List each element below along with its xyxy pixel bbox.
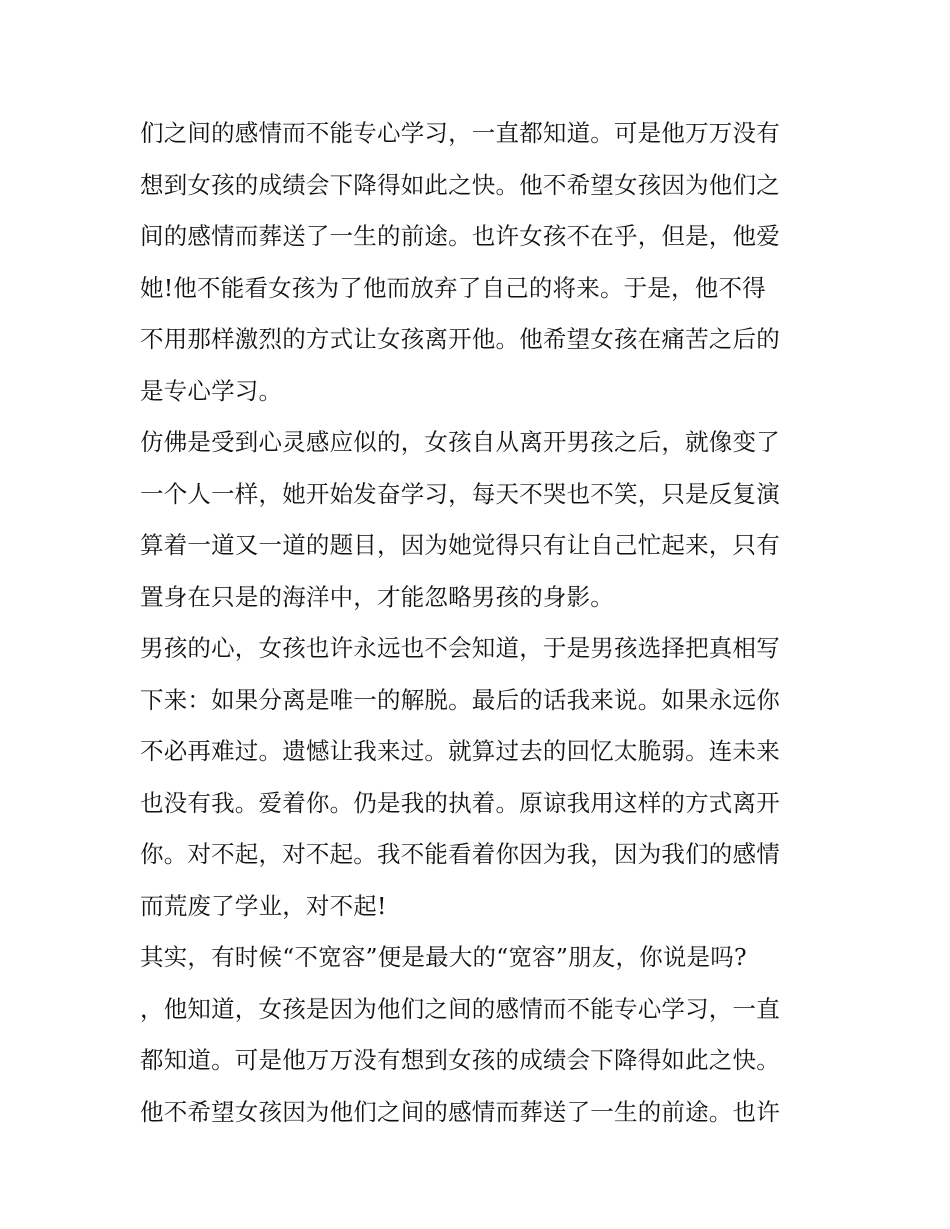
text-line: 都知道。可是他万万没有想到女孩的成绩会下降得如此之快。 (140, 1046, 780, 1074)
text-line: 算着一道又一道的题目，因为她觉得只有让自己忙起来，只有 (140, 531, 780, 559)
text-line: 不用那样激烈的方式让女孩离开他。他希望女孩在痛苦之后的 (140, 325, 780, 353)
text-line: 置身在只是的海洋中，才能忽略男孩的身影。 (140, 582, 614, 611)
text-line: 其实，有时候“不宽容”便是最大的“宽容”朋友，你说是吗? (140, 943, 747, 971)
text-line: 你。对不起，对不起。我不能看着你因为我，因为我们的感情 (140, 840, 780, 868)
text-line: 间的感情而葬送了一生的前途。也许女孩不在乎，但是，他爱 (140, 222, 780, 250)
text-line: 下来：如果分离是唯一的解脱。最后的话我来说。如果永远你 (140, 685, 780, 714)
text-line: 们之间的感情而不能专心学习，一直都知道。可是他万万没有 (140, 119, 780, 147)
text-line: 是专心学习。 (140, 376, 283, 405)
text-line: 她!他不能看女孩为了他而放弃了自己的将来。于是，他不得 (140, 273, 766, 302)
text-line: 一个人一样，她开始发奋学习，每天不哭也不笑，只是反复演 (140, 479, 780, 508)
text-line: 仿佛是受到心灵感应似的，女孩自从离开男孩之后，就像变了 (140, 428, 780, 456)
text-line: 想到女孩的成绩会下降得如此之快。他不希望女孩因为他们之 (140, 170, 780, 199)
text-line: ，他知道，女孩是因为他们之间的感情而不能专心学习，一直 (140, 994, 780, 1023)
text-line: 男孩的心，女孩也许永远也不会知道，于是男孩选择把真相写 (140, 634, 780, 662)
text-line: 他不希望女孩因为他们之间的感情而葬送了一生的前途。也许 (140, 1097, 780, 1126)
text-line: 而荒废了学业，对不起! (140, 891, 387, 920)
text-line: 也没有我。爱着你。仍是我的执着。原谅我用这样的方式离开 (140, 788, 780, 817)
text-line: 不必再难过。遗憾让我来过。就算过去的回忆太脆弱。连未来 (140, 737, 780, 765)
body-text (140, 108, 820, 1138)
